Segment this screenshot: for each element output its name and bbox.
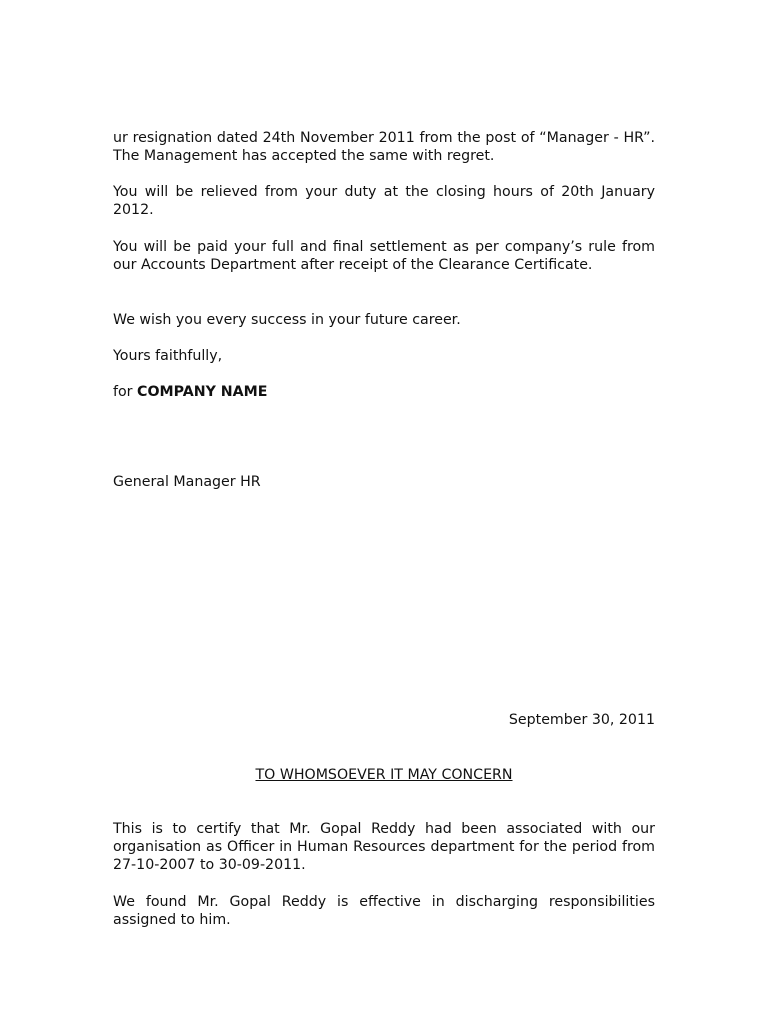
certificate-heading-text: TO WHOMSOEVER IT MAY CONCERN	[255, 767, 513, 783]
company-name: COMPANY NAME	[137, 384, 268, 400]
company-line	[113, 383, 655, 401]
relieving-paragraph-wishes: We wish you every success in your future career.	[113, 312, 461, 328]
relieving-paragraph-settlement: You will be paid your full and final settlement as per company’s rule from our Accounts Department after receipt of the Clearance Certificate.	[113, 239, 655, 274]
certificate-date: September 30, 2011	[508, 712, 655, 728]
certificate-heading	[113, 766, 655, 784]
signatory-title: General Manager HR	[113, 474, 261, 490]
relieving-paragraph-resignation: ur resignation dated 24th November 2011 from the post of “Manager - HR”. The Management has accepted the same with regret.	[113, 130, 655, 165]
relieving-paragraph-relieved: You will be relieved from your duty at the closing hours of 20th January 2012.	[113, 184, 655, 219]
closing-salutation: Yours faithfully,	[113, 348, 223, 364]
certificate-paragraph-association: This is to certify that Mr. Gopal Reddy had been associated with our organisation as Officer in Human Resources department for the period from 27-10-2007 to 30-09-2011.	[113, 821, 655, 874]
certificate-paragraph-effectiveness: We found Mr. Gopal Reddy is effective in discharging responsibilities assigned to him.	[113, 894, 655, 929]
for-prefix: for	[113, 384, 133, 400]
